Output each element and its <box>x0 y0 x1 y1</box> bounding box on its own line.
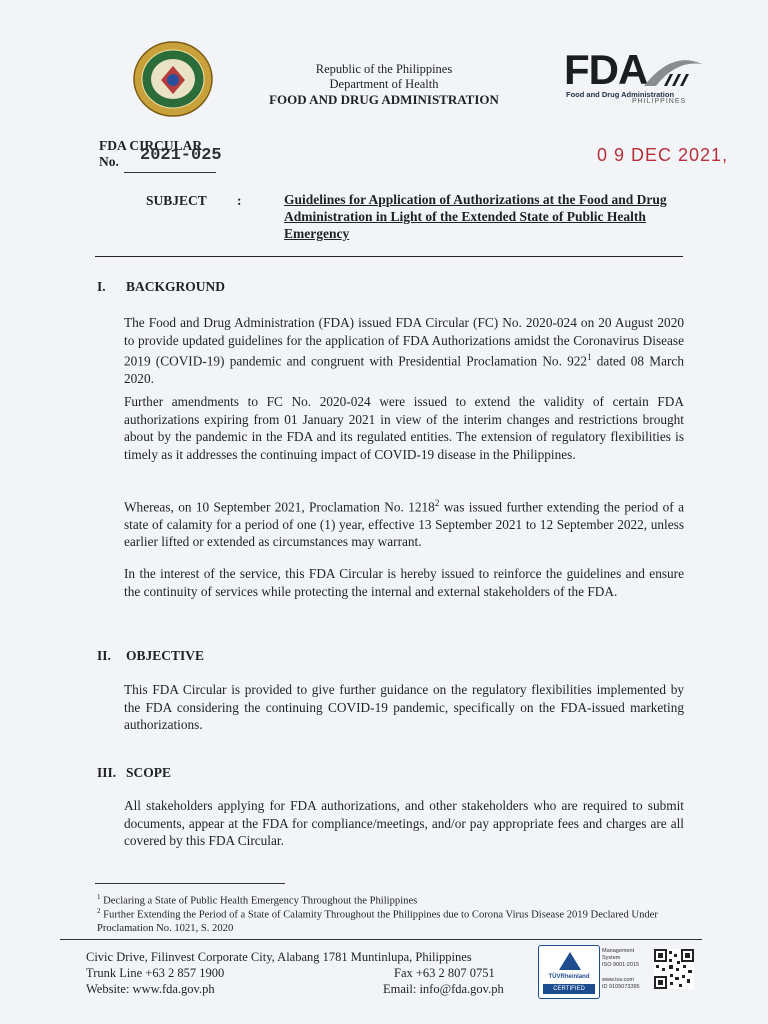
tuv-name: TÜVRheinland <box>548 974 590 980</box>
agency-header <box>250 62 518 107</box>
fda-logo <box>562 46 704 106</box>
background-paragraph-2: Further amendments to FC No. 2020-024 were issued to extend the validity of certain FDA authorizations expiring from 01 January 2021 in view of the interim changes and restrictions brought about by the pandemic in the FDA and its regulated entities. The extension of regulatory flexibilities is timely as it addresses the continuing impact of COVID-19 disease in the Philippines. <box>124 394 684 462</box>
tuv-certification-badge <box>538 945 600 999</box>
subject-label: SUBJECT <box>146 193 207 208</box>
fda-logo-text: FDA <box>564 46 648 93</box>
scope-paragraph: All stakeholders applying for FDA authorizations, and other stakeholders who are required to submit documents, appear at the FDA for compliance/meetings, and/or pay appropriate fees and charges are all covered by this FDA Circular. <box>124 798 684 848</box>
fda-logo-country: PHILIPPINES <box>632 98 687 105</box>
section-background-number: I. <box>97 279 106 294</box>
subject-colon: : <box>237 193 242 208</box>
circular-date-stamp: 0 9 DEC 2021, <box>597 145 729 165</box>
footnote-1: $^1$ Declaring a State of Public Health Emergency Throughout the Philippines <box>97 893 418 907</box>
footer-trunk-line: Trunk Line +63 2 857 1900 <box>86 966 225 980</box>
tuv-certified-label: CERTIFIED <box>543 984 595 994</box>
fda-logo-swoosh-icon <box>642 56 704 90</box>
section-objective-title: OBJECTIVE <box>126 648 205 663</box>
subject-text: Guidelines for Application of Authorizations at the Food and Drug Administration in Light of the Extended State of Public Health Emergency <box>284 192 667 241</box>
doh-seal-icon <box>132 40 214 118</box>
footer-fax: Fax +63 2 807 0751 <box>394 966 495 980</box>
footnote-divider <box>95 883 285 884</box>
footnote-2: $^2$ Further Extending the Period of a State of Calamity Throughout the Philippines due to Corona Virus Disease 2019 Declared Under Proclamation No. 1021, S. 2020 <box>97 907 658 934</box>
objective-paragraph: This FDA Circular is provided to give further guidance on the regulatory flexibilities implemented by the FDA considering the continuing COVID-19 pandemic, specifically on the FDA-issued marketing authorizations. <box>124 682 684 732</box>
background-paragraph-3: Whereas, on 10 September 2021, Proclamation No. 1218$^2$ was issued further extending the period of a state of calamity for a period of one (1) year, effective 13 September 2021 to 12 September 2022, unless earlier lifted or extended as circumstances may warrant. <box>124 498 684 550</box>
certification-details: Management System ISO 9001:2015 www.tuv.com ID 9105073395 <box>602 948 640 990</box>
section-scope-title: SCOPE <box>126 765 172 780</box>
footnote-ref-1: 1 <box>587 352 592 362</box>
footer-divider <box>60 939 702 940</box>
background-paragraph-1: The Food and Drug Administration (FDA) issued FDA Circular (FC) No. 2020-024 on 20 August 2020 to provide updated guidelines for the application of FDA Authorizations amidst the Coronavirus Disease 2019 (COVID-19) pandemic and congruent with Presidential Proclamation No. $922^1$ dated 08 March 2020. <box>124 315 684 386</box>
subject-divider <box>95 256 683 257</box>
footer-email[interactable]: Email: info@fda.gov.ph <box>383 982 504 996</box>
qr-code-icon <box>654 949 694 989</box>
section-background-title: BACKGROUND <box>126 279 226 294</box>
footer-address: Civic Drive, Filinvest Corporate City, Alabang 1781 Muntinlupa, Philippines <box>86 950 472 964</box>
footnote-ref-2: 2 <box>434 498 440 508</box>
section-objective-number: II. <box>97 648 111 663</box>
section-scope-number: III. <box>97 765 117 780</box>
tuv-triangle-icon <box>559 952 581 970</box>
agency-line-republic: Republic of the Philippines <box>315 62 453 76</box>
agency-line-fda: FOOD AND DRUG ADMINISTRATION <box>269 92 499 107</box>
circular-number-underline <box>124 172 216 173</box>
circular-number: 2021-025 <box>140 146 222 165</box>
fda-logo-subtitle: Food and Drug Administration <box>566 90 675 99</box>
circular-label-line2: No. <box>99 154 119 169</box>
footer-website[interactable]: Website: www.fda.gov.ph <box>86 982 215 996</box>
background-paragraph-4: In the interest of the service, this FDA Circular is hereby issued to reinforce the guidelines and ensure the continuity of services while protecting the internal and external stakeholders of the FDA. <box>124 566 684 599</box>
agency-line-department: Department of Health <box>329 77 439 91</box>
circular-label-line1: FDA CIRCULAR <box>99 138 203 153</box>
